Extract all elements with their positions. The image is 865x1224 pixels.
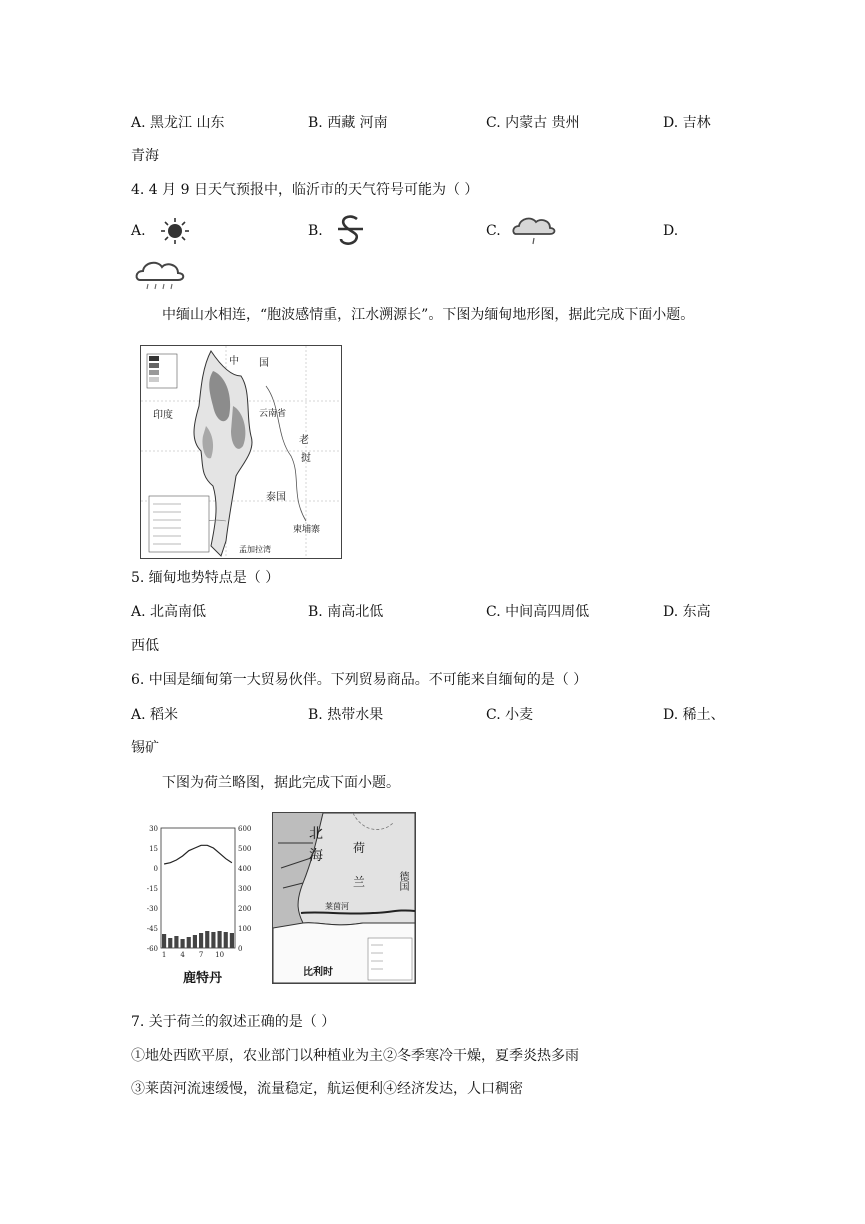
q7-statements-2: ③莱茵河流速缓慢，流量稳定，航运便利④经济发达，人口稠密 bbox=[131, 1081, 523, 1097]
q7-stem: 7. 关于荷兰的叙述正确的是（ ） bbox=[131, 1014, 336, 1030]
q3-option-d[interactable]: D. 吉林 bbox=[663, 115, 711, 131]
map-label-india: 印度 bbox=[153, 410, 173, 421]
q5-option-c[interactable]: C. 中间高四周低 bbox=[486, 604, 590, 620]
q3-option-d-wrap: 青海 bbox=[131, 148, 159, 164]
q5-option-b[interactable]: B. 南高北低 bbox=[308, 604, 384, 620]
map-label-laos-1: 老 bbox=[299, 435, 309, 446]
netherlands-intro: 下图为荷兰略图，据此完成下面小题。 bbox=[162, 775, 400, 791]
nl-label-belgium: 比利时 bbox=[303, 967, 333, 978]
precip-bar bbox=[211, 932, 215, 948]
netherlands-map bbox=[272, 812, 416, 984]
temp-tick-label: -60 bbox=[146, 945, 158, 953]
q5-stem: 5. 缅甸地势特点是（ ） bbox=[131, 570, 280, 586]
precip-bar bbox=[187, 937, 191, 948]
temp-tick-label: 0 bbox=[153, 865, 158, 873]
q4-option-c[interactable]: C. bbox=[486, 223, 501, 239]
precip-tick-label: 300 bbox=[238, 885, 252, 893]
precip-tick-label: 400 bbox=[238, 865, 252, 873]
q5-option-d-wrap: 西低 bbox=[131, 638, 159, 654]
q3-option-c[interactable]: C. 内蒙古 贵州 bbox=[486, 115, 580, 131]
month-tick-label: 10 bbox=[215, 951, 225, 959]
q6-option-c[interactable]: C. 小麦 bbox=[486, 707, 534, 723]
climate-city-name: 鹿特丹 bbox=[183, 971, 223, 986]
map-label-laos-2: 挝 bbox=[301, 453, 311, 464]
precip-bar bbox=[181, 939, 185, 948]
temp-tick-label: -15 bbox=[146, 885, 158, 893]
sunny-icon bbox=[158, 216, 192, 246]
month-tick-label: 1 bbox=[161, 951, 167, 959]
map-label-china-1: 中 bbox=[229, 356, 239, 367]
q6-option-d[interactable]: D. 稀土、 bbox=[663, 707, 725, 723]
precip-bar bbox=[199, 933, 203, 948]
month-tick-label: 4 bbox=[180, 951, 185, 959]
myanmar-intro: 中缅山水相连，“胞波感情重，江水溯源长”。下图为缅甸地形图，据此完成下面小题。 bbox=[162, 307, 695, 323]
precip-tick-label: 100 bbox=[238, 925, 252, 933]
map-label-china-2: 国 bbox=[259, 358, 269, 369]
myanmar-map bbox=[140, 345, 342, 559]
precip-bar bbox=[218, 931, 222, 948]
q6-stem: 6. 中国是缅甸第一大贸易伙伴。下列贸易商品。不可能来自缅甸的是（ ） bbox=[131, 672, 588, 688]
nl-label-germany: 德国 bbox=[397, 871, 408, 891]
precip-bar bbox=[193, 935, 197, 948]
q4-stem: 4. 4 月 9 日天气预报中，临沂市的天气符号可能为（ ） bbox=[131, 182, 479, 198]
nl-label-sea: 海 bbox=[309, 848, 323, 864]
nl-label-rhine: 莱茵河 bbox=[325, 902, 349, 911]
nl-label-he: 荷 bbox=[353, 841, 366, 855]
q5-option-a[interactable]: A. 北高南低 bbox=[131, 604, 207, 620]
q4-option-a[interactable]: A. bbox=[131, 223, 146, 239]
temp-tick-label: -30 bbox=[146, 905, 158, 913]
q5-option-d[interactable]: D. 东高 bbox=[663, 604, 711, 620]
q3-option-b[interactable]: B. 西藏 河南 bbox=[308, 115, 388, 131]
rotterdam-climate-chart bbox=[131, 820, 261, 990]
q3-option-a[interactable]: A. 黑龙江 山东 bbox=[131, 115, 225, 131]
temp-tick-label: -45 bbox=[146, 925, 158, 933]
temp-tick-label: 15 bbox=[149, 845, 158, 853]
q6-option-b[interactable]: B. 热带水果 bbox=[308, 707, 384, 723]
precip-tick-label: 0 bbox=[238, 945, 243, 953]
nl-label-north: 北 bbox=[309, 826, 323, 842]
precip-tick-label: 600 bbox=[238, 825, 252, 833]
precip-tick-label: 200 bbox=[238, 905, 252, 913]
q4-option-d[interactable]: D. bbox=[663, 223, 679, 239]
q4-option-b[interactable]: B. bbox=[308, 223, 323, 239]
month-tick-label: 7 bbox=[198, 951, 204, 959]
map-label-bay: 孟加拉湾 bbox=[239, 545, 271, 554]
precip-bar bbox=[230, 933, 234, 948]
map-label-yunnan: 云南省 bbox=[259, 409, 287, 419]
moderate-rain-icon bbox=[134, 258, 188, 292]
precip-bar bbox=[205, 931, 209, 948]
light-rain-icon bbox=[510, 212, 558, 248]
nl-label-lan: 兰 bbox=[353, 875, 366, 889]
map-label-cambodia: 柬埔寨 bbox=[293, 525, 321, 535]
map-label-thailand: 泰国 bbox=[266, 492, 286, 503]
precip-bar bbox=[168, 938, 172, 948]
precip-tick-label: 500 bbox=[238, 845, 252, 853]
q6-option-d-wrap: 锡矿 bbox=[131, 740, 159, 756]
precip-bar bbox=[162, 934, 166, 948]
q6-option-a[interactable]: A. 稻米 bbox=[131, 707, 179, 723]
sandstorm-icon bbox=[335, 213, 365, 247]
precip-bar bbox=[224, 932, 228, 948]
temp-tick-label: 30 bbox=[149, 825, 158, 833]
q7-statements-1: ①地处西欧平原，农业部门以种植业为主②冬季寒冷干燥，夏季炎热多雨 bbox=[131, 1048, 579, 1064]
precip-bar bbox=[174, 936, 178, 948]
